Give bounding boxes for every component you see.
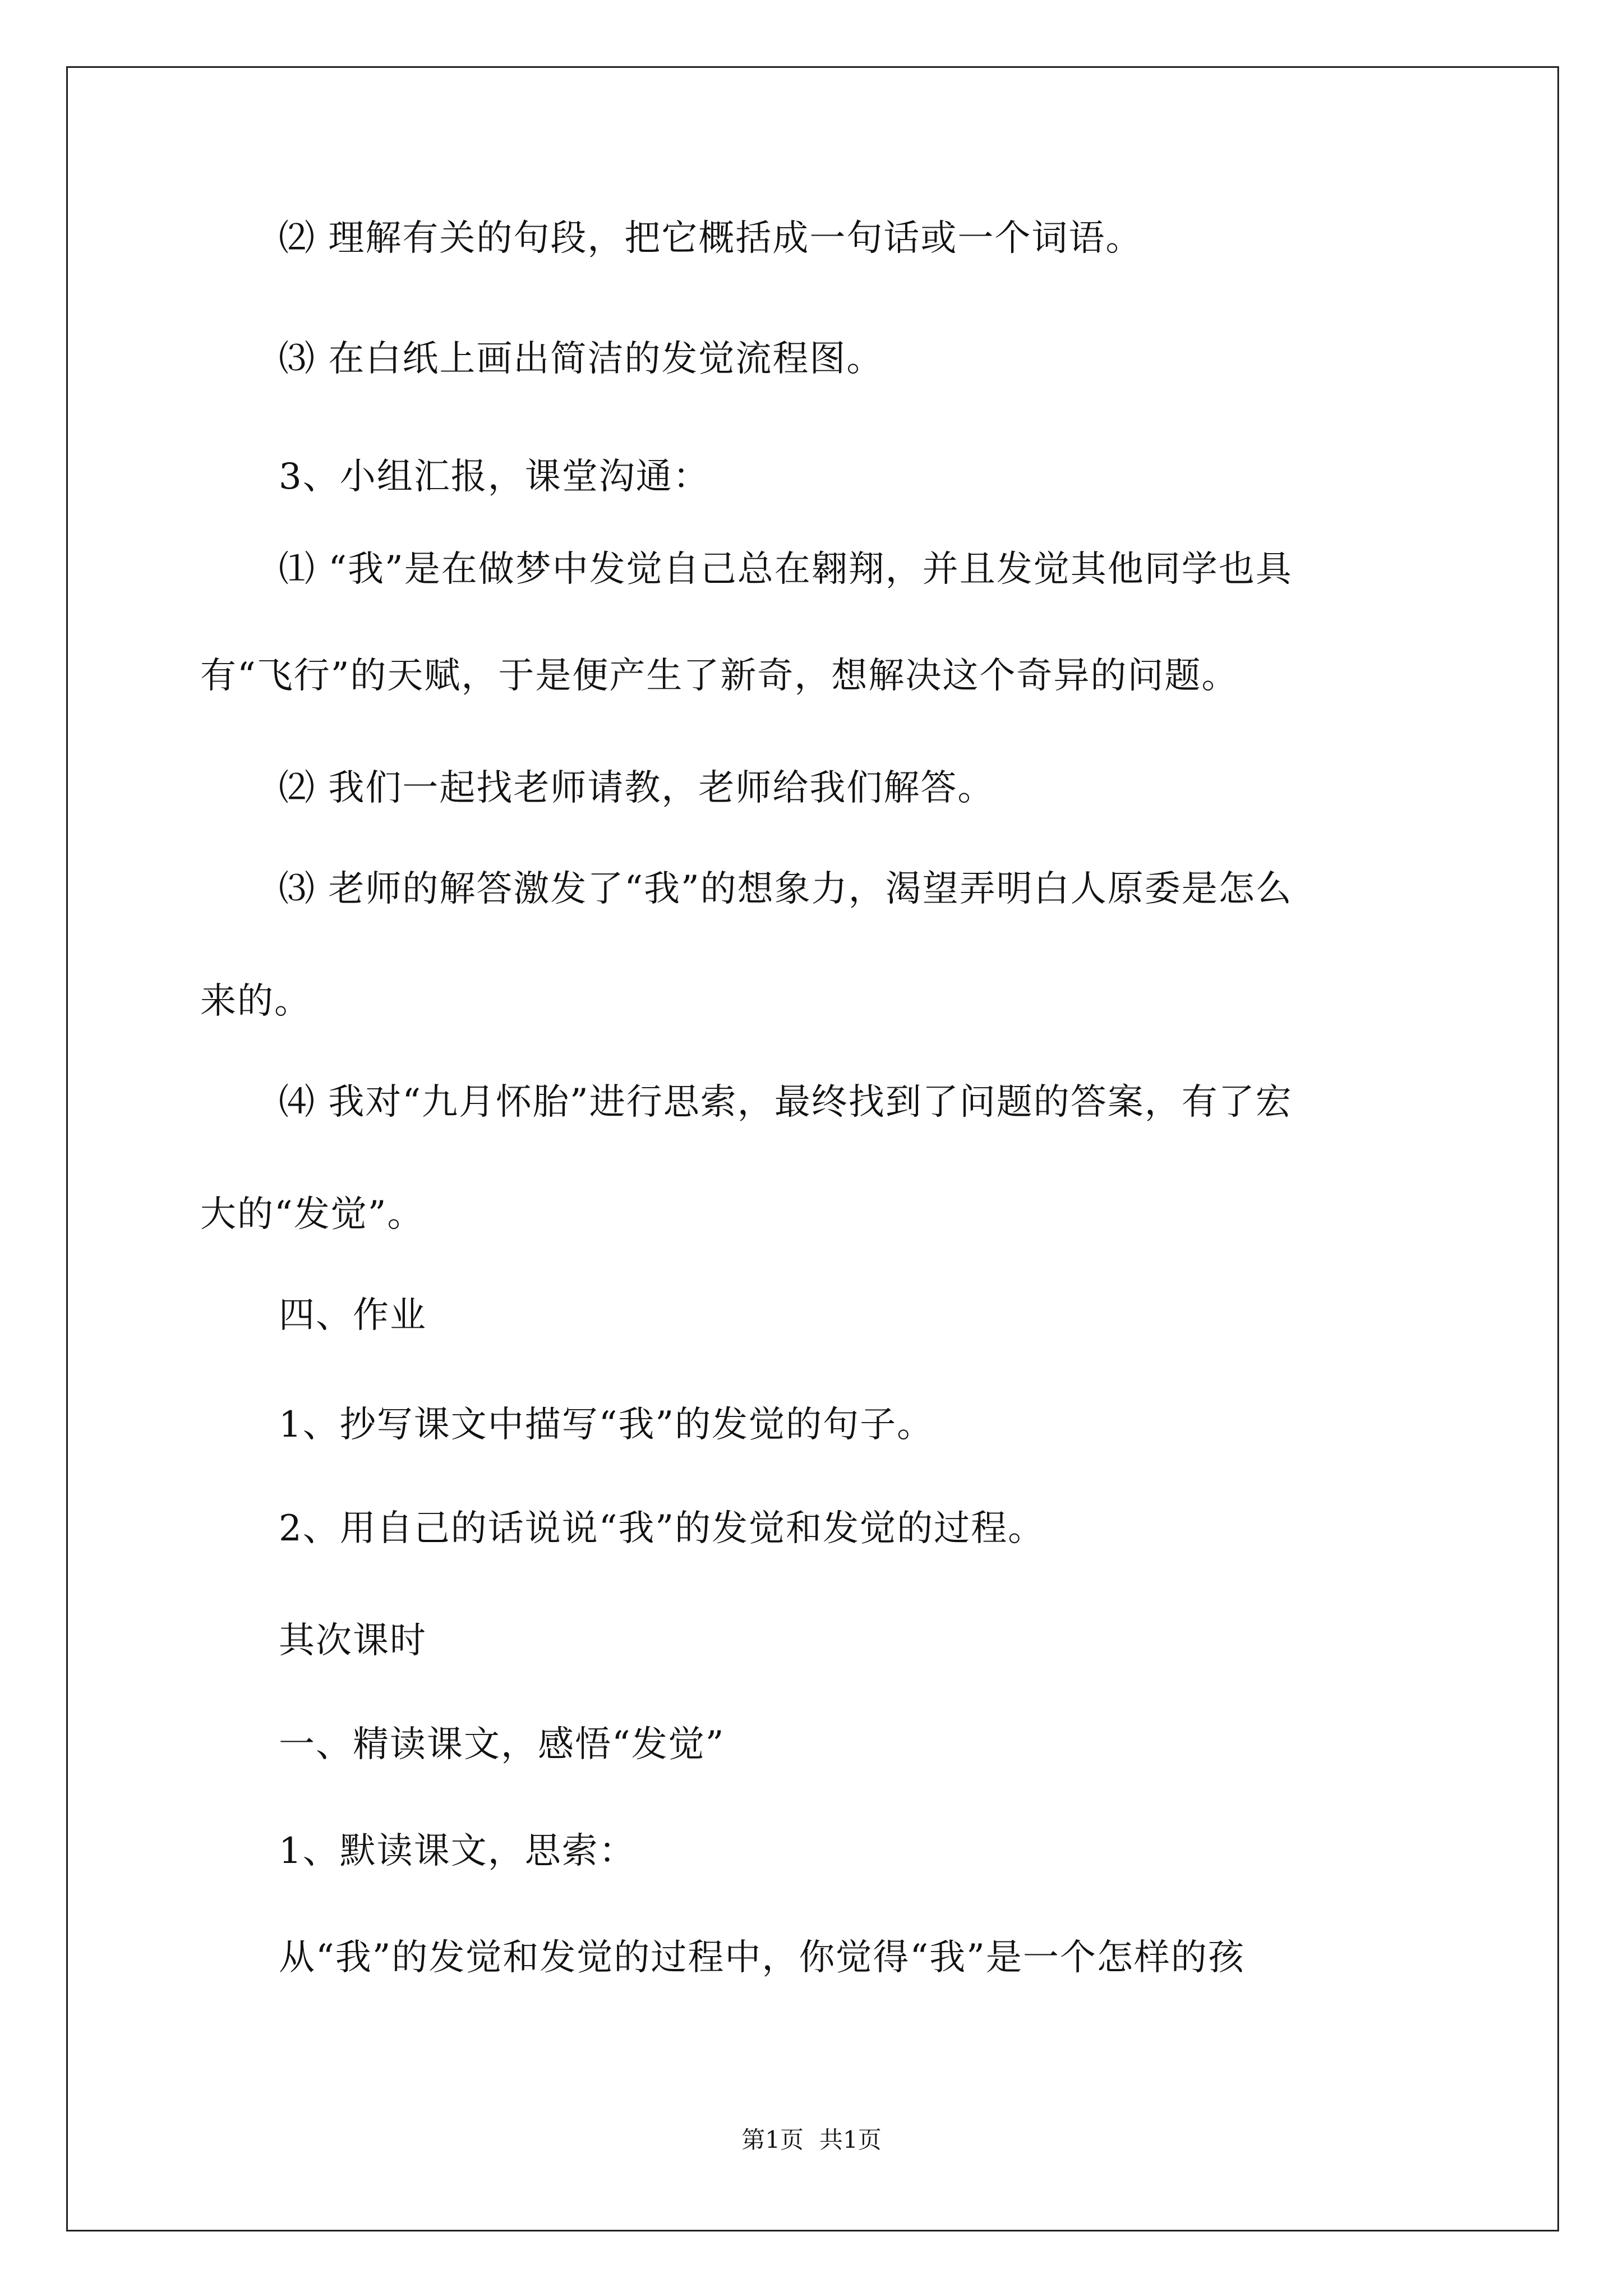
- text-line-13: 2、用自己的话说说“我”的发觉和发觉的过程。: [279, 1508, 1045, 1549]
- page-number: 第1页: [741, 2126, 804, 2154]
- text-line-7: ⑶ 老师的解答激发了“我”的想象力，渴望弄明白人原委是怎么: [279, 868, 1293, 910]
- page-footer: [0, 2126, 1623, 2154]
- text-line-16: 1、默读课文，思索：: [279, 1830, 636, 1872]
- text-line-11: 四、作业: [279, 1295, 427, 1336]
- text-line-10: 大的“发觉”。: [200, 1194, 425, 1235]
- text-line-2: ⑶ 在白纸上画出简洁的发觉流程图。: [279, 338, 884, 380]
- text-line-6: ⑵ 我们一起找老师请教，老师给我们解答。: [279, 767, 995, 809]
- text-line-3: 3、小组汇报，课堂沟通：: [279, 456, 710, 498]
- text-line-4: ⑴ “我”是在做梦中发觉自己总在翱翔，并且发觉其他同学也具: [279, 549, 1293, 590]
- text-line-8: 来的。: [200, 981, 311, 1022]
- page-total: 共1页: [819, 2126, 882, 2154]
- page-border: [66, 66, 1559, 2231]
- text-line-5: 有“飞行”的天赋，于是便产生了新奇，想解决这个奇异的问题。: [200, 655, 1239, 697]
- text-line-17: 从“我”的发觉和发觉的过程中，你觉得“我”是一个怎样的孩: [279, 1937, 1245, 1978]
- text-line-14: 其次课时: [279, 1620, 427, 1662]
- text-line-1: ⑵ 理解有关的句段，把它概括成一句话或一个词语。: [279, 218, 1143, 259]
- text-line-9: ⑷ 我对“九月怀胎”进行思索，最终找到了问题的答案，有了宏: [279, 1082, 1293, 1123]
- text-line-15: 一、精读课文，感悟“发觉”: [279, 1724, 725, 1765]
- text-line-12: 1、抄写课文中描写“我”的发觉的句子。: [279, 1404, 934, 1446]
